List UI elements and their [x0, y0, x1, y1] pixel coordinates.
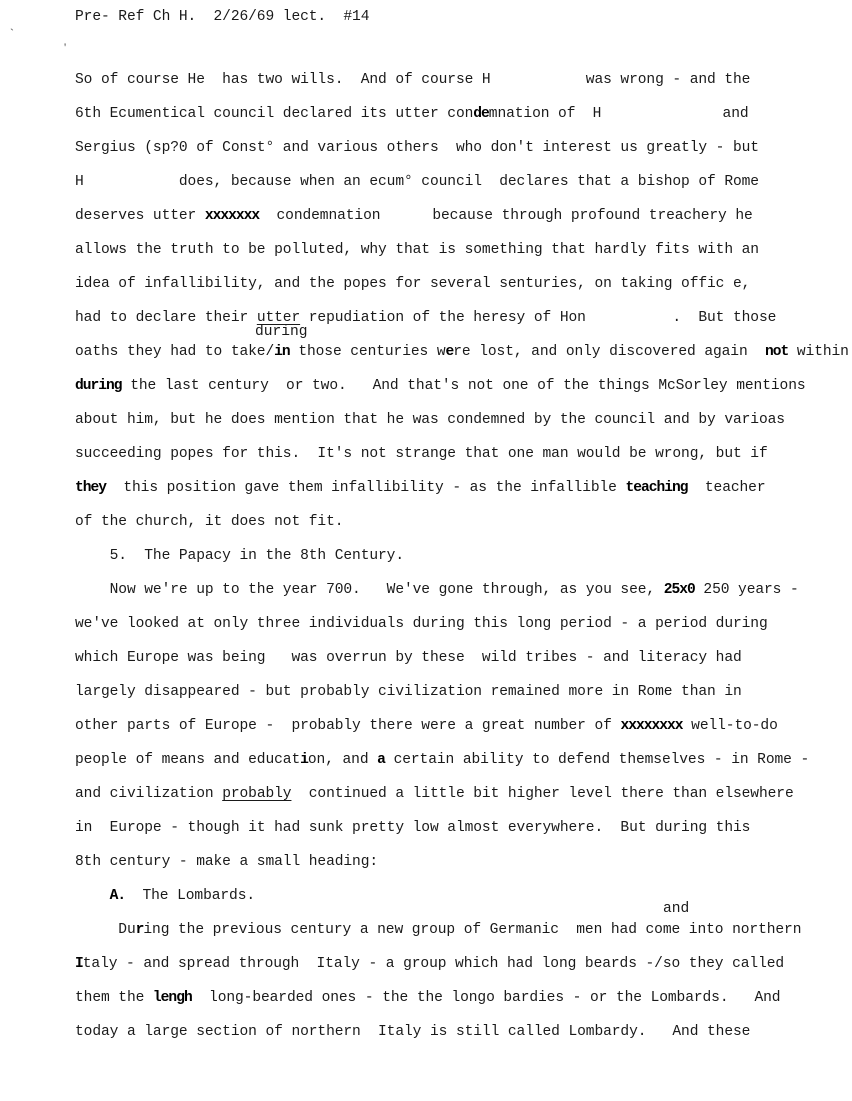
text-line — [75, 207, 753, 225]
text-segment: which Europe was being was overrun by these wild tribes - and literacy had — [75, 650, 742, 666]
text-line — [75, 479, 765, 497]
struck-out-text: teaching — [625, 480, 688, 496]
text-segment: 250 years - — [694, 582, 799, 598]
struck-out-text: A. — [109, 888, 126, 904]
text-segment: other parts of Europe - probably there were a great number of — [75, 718, 621, 734]
struck-out-text: 25x0 — [663, 582, 695, 598]
text-segment: re lost, and only discovered again — [453, 344, 765, 360]
text-segment: H does, because when an ecum° council declares that a bishop of Rome — [75, 174, 759, 190]
text-segment: on, and — [307, 752, 378, 768]
text-line — [75, 445, 768, 463]
text-segment: idea of infallibility, and the popes for several senturies, on taking offic e, — [75, 276, 751, 292]
text-segment: we've looked at only three individuals during this long period - a period during — [75, 616, 768, 632]
text-segment: had to declare their — [75, 310, 257, 326]
struck-out-text: e — [445, 344, 454, 360]
text-line — [75, 343, 849, 361]
text-segment: them the — [75, 990, 153, 1006]
stray-mark: ' — [64, 40, 67, 54]
text-line — [75, 411, 785, 429]
text-segment: 6th Ecumentical council declared its utter con — [75, 106, 474, 122]
struck-out-text: in — [274, 344, 290, 360]
text-line — [75, 139, 759, 157]
struck-out-text: xxxxxxx — [204, 208, 260, 224]
text-line — [75, 105, 749, 123]
text-segment: certain ability to defend themselves - in Rome - — [384, 752, 810, 768]
text-segment: ing the previous century a new group of Germanic men had come into northern — [143, 922, 802, 938]
text-segment: 8th century - make a small heading: — [75, 854, 379, 870]
text-line — [75, 275, 750, 293]
text-segment: those centuries w — [289, 344, 446, 360]
page-header: Pre- Ref Ch H. 2/26/69 lect. #14 — [75, 9, 370, 25]
text-segment: 5. The Papacy in the 8th Century. — [75, 548, 404, 564]
struck-out-text: during — [75, 378, 122, 394]
struck-out-text: lengh — [152, 990, 192, 1006]
text-segment: oaths they had to take/ — [75, 344, 275, 360]
struck-out-text: r — [135, 922, 144, 938]
struck-out-text: de — [473, 106, 489, 122]
text-line — [75, 1023, 750, 1041]
text-segment: Sergius (sp?0 of Const° and various others who don't interest us greatly - but — [75, 140, 759, 156]
text-segment: taly - and spread through Italy - a group which had long beards -/so they called — [82, 956, 785, 972]
text-line — [75, 785, 794, 803]
text-line — [75, 241, 759, 259]
inserted-word-during: during — [255, 324, 308, 340]
text-segment: well-to-do — [682, 718, 778, 734]
text-segment: Now we're up to the year 700. We've gone through, as you see, — [75, 582, 664, 598]
text-line — [75, 513, 343, 531]
text-segment: of the church, it does not fit. — [75, 514, 344, 530]
text-segment: long-bearded ones - the the longo bardies - or the Lombards. And — [191, 990, 781, 1006]
struck-out-text: I — [75, 956, 83, 972]
stray-mark: ` — [10, 26, 14, 40]
text-segment: repudiation of the heresy of Hon . But those — [300, 310, 777, 326]
text-segment: within — [788, 344, 849, 360]
text-line — [75, 581, 799, 599]
text-segment: condemnation because through profound treachery he — [259, 208, 753, 224]
text-line — [75, 989, 780, 1007]
underlined-text: probably — [222, 786, 292, 802]
struck-out-text: xxxxxxxx — [620, 718, 683, 734]
text-segment: this position gave them infallibility - as the infallible — [106, 480, 626, 496]
text-line — [75, 71, 750, 89]
text-segment: allows the truth to be polluted, why that is something that hardly fits with an — [75, 242, 759, 258]
text-segment: teacher — [687, 480, 766, 496]
text-segment: mnation of H and — [488, 106, 749, 122]
text-line — [75, 377, 806, 395]
text-segment: The Lombards. — [125, 888, 256, 904]
text-segment: in Europe - though it had sunk pretty low almost everywhere. But during this — [75, 820, 751, 836]
text-line — [75, 819, 750, 837]
text-segment: largely disappeared - but probably civilization remained more in Rome than in — [75, 684, 742, 700]
text-segment: people of means and educat — [75, 752, 301, 768]
text-line — [75, 751, 809, 769]
text-line — [75, 921, 801, 939]
text-segment: the last century or two. And that's not one of the things McSorley mentions — [121, 378, 806, 394]
struck-out-text: they — [75, 480, 107, 496]
underlined-text: utter — [256, 310, 301, 326]
text-line — [75, 955, 784, 973]
text-segment: about him, but he does mention that he was condemned by the council and by varioas — [75, 412, 785, 428]
text-line — [75, 547, 404, 565]
text-segment: today a large section of northern Italy is still called Lombardy. And these — [75, 1024, 751, 1040]
text-segment: continued a little bit higher level there than elsewhere — [291, 786, 794, 802]
text-line — [75, 717, 778, 735]
text-line — [75, 309, 776, 327]
text-line — [75, 887, 255, 905]
text-segment: Du — [75, 922, 136, 938]
text-segment: So of course He has two wills. And of course H was wrong - and the — [75, 72, 751, 88]
text-segment — [75, 888, 110, 904]
text-segment: and civilization — [75, 786, 223, 802]
text-line — [75, 173, 759, 191]
struck-out-text: i — [300, 752, 308, 768]
text-line — [75, 649, 742, 667]
text-line — [75, 683, 742, 701]
struck-out-text: a — [377, 752, 385, 768]
text-segment: deserves utter — [75, 208, 205, 224]
text-segment: succeeding popes for this. It's not strange that one man would be wrong, but if — [75, 446, 768, 462]
inserted-word-and: and — [663, 901, 690, 917]
text-line — [75, 853, 378, 871]
struck-out-text: not — [764, 344, 789, 360]
text-line — [75, 615, 768, 633]
